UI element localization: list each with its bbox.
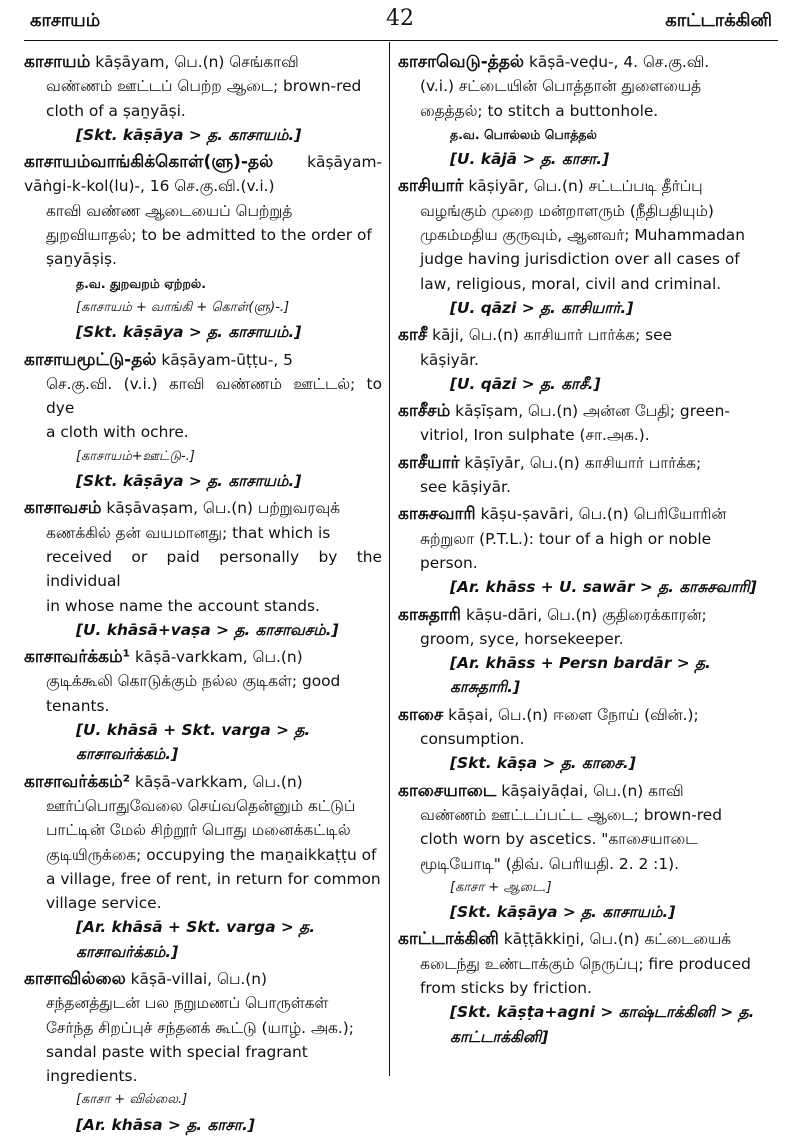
etymology: [U. khāsā+vaṣa > த. காசாவசம்.] (76, 620, 339, 639)
etymology: [Skt. kāṣāya > த. காசாயம்.] (450, 903, 676, 922)
etymology-continued: காட்டாக்கினி] (450, 1027, 549, 1046)
headword: காட்டாக்கினி (398, 929, 499, 950)
definition-line: groom, syce, horsekeeper. (420, 629, 624, 648)
entry-first-line (24, 150, 382, 199)
definition-line: from sticks by friction. (420, 978, 592, 997)
headword: காசாயம் (24, 52, 91, 72)
definition-line: tenants. (46, 696, 110, 715)
definition-text: kāṣai, பெ.(n) ஈளை நோய் (வின்.); (448, 705, 699, 724)
entry-first-line (398, 399, 770, 423)
definition-line: vitriol, Iron sulphate (சா.அக.). (420, 426, 650, 445)
definition-line: கடைந்து உண்டாக்கும் நெருப்பு; fire produced (420, 954, 751, 973)
entry-first-line (24, 645, 382, 669)
dictionary-entry (24, 770, 382, 964)
tamil-equivalent: த.வ. பொல்லம் பொத்தல் (450, 126, 597, 142)
definition-text: kāṣu-dāri, பெ.(n) குதிரைக்காரன்; (465, 605, 707, 624)
headword: காசீயார் (398, 452, 460, 473)
definition-line: வண்ணம் ஊட்டப்பட்ட ஆடை; brown-red (420, 805, 722, 824)
etymology: [Skt. kāṣāya > த. காசாயம்.] (76, 472, 302, 491)
headword: காசாவர்க்கம்¹ (24, 647, 131, 668)
dictionary-entry (24, 496, 382, 642)
headword: காசுதாரி (398, 604, 462, 625)
dictionary-entry (24, 348, 382, 494)
definition-line: kāṣiyār. (420, 350, 479, 369)
entry-first-line (398, 174, 770, 198)
etymology: [Ar. khāss + Persn bardār > த. காசுதாரி.] (450, 654, 711, 697)
entry-first-line (24, 967, 382, 991)
definition-text: kāṣāvaṣam, பெ.(n) பற்றுவரவுக் (106, 499, 340, 518)
definition-line: a cloth with ochre. (46, 423, 189, 442)
etymology: [Skt. kāṣāya > த. காசாயம்.] (76, 125, 302, 144)
headword: காசாயமூட்டு-தல் (24, 349, 157, 370)
dictionary-entry (398, 703, 770, 776)
definition-line: குடியிருக்கை; occupying the maṉaikkaṭṭu of (46, 845, 377, 864)
definition-line: cloth of a ṣaṉyāṣi. (46, 101, 186, 120)
etymology: [Skt. kāṣṭa+agni > காஷ்டாக்கினி > த. (450, 1003, 755, 1022)
etymology: [U. kājā > த. காசா.] (450, 150, 610, 169)
definition-text: kāṣā-villai, பெ.(n) (130, 969, 268, 988)
definition-line: person. (420, 553, 478, 572)
dictionary-entry (398, 174, 770, 320)
dictionary-entry (398, 603, 770, 700)
definition-text: kāṣā-varkkam, பெ.(n) (134, 772, 303, 791)
definition-line: சந்தனத்துடன் பல நறுமணப் பொருள்கள் (46, 994, 329, 1013)
definition-line: வண்ணம் ஊட்டப் பெற்ற ஆடை; brown-red (46, 77, 362, 96)
definition-line: தைத்தல்; to stitch a buttonhole. (420, 101, 659, 120)
dictionary-entry (398, 779, 770, 925)
headword: காசாவெடு-த்தல் (398, 52, 525, 72)
etymology: [U. qāzi > த. காசீ.] (450, 374, 601, 393)
page-header (0, 0, 800, 40)
definition-text: kāṣiyār, பெ.(n) சட்டப்படி தீர்ப்பு (468, 177, 703, 196)
definition-line: in whose name the account stands. (46, 596, 320, 615)
etymology: [U. qāzi > த. காசியார்.] (450, 298, 634, 317)
entry-first-line (398, 703, 770, 727)
etymology: [Skt. kāṣāya > த. காசாயம்.] (76, 323, 302, 342)
definition-line: வழங்கும் முறை மன்றாளரும் (நீதிபதியும்) (420, 201, 714, 220)
definition-line: குடிக்கூலி கொடுக்கும் நல்ல குடிகள்; good (46, 672, 341, 691)
dictionary-entry (24, 50, 382, 147)
definition-text: kāṣāyam, பெ.(n) செங்காவி (95, 53, 299, 71)
header-rule (24, 40, 778, 41)
definition-line: cloth worn by ascetics. "காசையாடை (420, 830, 698, 849)
header-right-guideword: காட்டாக்கினி (665, 10, 772, 31)
definition-line: துறவியாதல்; to be admitted to the order of (46, 226, 372, 245)
definition-line: பாட்டின் மேல் சிற்றூர் பொது மனைக்கட்டில் (46, 821, 351, 840)
entry-first-line (398, 502, 770, 526)
definition-line: கணக்கில் தன் வயமானது; that which is (46, 523, 331, 542)
dictionary-entry (398, 323, 770, 396)
tamil-equivalent: த.வ. துறவறம் ஏற்றல். (76, 275, 207, 291)
dictionary-entry (398, 50, 770, 171)
definition-line: judge having jurisdiction over all cases of (420, 250, 740, 269)
definition-text: kāji, பெ.(n) காசியார் பார்க்க; see (432, 326, 673, 345)
entry-first-line (24, 50, 382, 74)
etymology: [Skt. kāṣa > த. காசை.] (450, 754, 636, 773)
definition-text: kāṣāyam-ūṭṭu-, 5 (161, 350, 293, 369)
etymology: [Ar. khāss + U. sawār > த. காசுசவாரி] (450, 578, 757, 597)
derivation-note: [காசாயம்+ஊட்டு-.] (76, 448, 195, 464)
derivation-note: [காசாயம் + வாங்கி + கொள்(ளு)-.] (76, 299, 290, 315)
etymology: [Ar. khāsā + Skt. varga > த. காசாவர்க்கம்.] (76, 918, 316, 961)
entry-first-line (398, 603, 770, 627)
left-column (24, 50, 382, 1140)
derivation-note: [காசா + ஆடை.] (450, 879, 552, 895)
definition-line: a village, free of rent, in return for common (46, 869, 381, 888)
derivation-note: [காசா + வில்லை.] (76, 1092, 188, 1108)
definition-line: மூடியோடி" (திவ். பெரியதி. 2. 2 :1). (420, 854, 680, 873)
headword: காசாயம்வாங்கிக்கொள்(ளு)-தல் (24, 152, 274, 173)
headword: காசீ (398, 325, 428, 346)
headword: காசுசவாரி (398, 504, 476, 525)
header-left-guideword: காசாயம் (30, 10, 101, 31)
dictionary-entry (24, 967, 382, 1137)
dictionary-entry (24, 150, 382, 344)
entry-first-line (398, 323, 770, 347)
definition-text: kāṣīyār, பெ.(n) காசியார் பார்க்க; (464, 453, 702, 472)
dictionary-entry (398, 451, 770, 500)
definition-text: kāṣāyam-vāṅgi-k-kol(lu)-, 16 செ.கு.வி.(v.i.) (24, 153, 382, 196)
dictionary-entry (398, 399, 770, 448)
headword: காசீசம் (398, 401, 451, 422)
entry-first-line (24, 770, 382, 794)
etymology: [U. khāsā + Skt. varga > த. காசாவர்க்கம்.] (76, 721, 311, 764)
page-number: 42 (386, 6, 414, 31)
etymology: [Ar. khāsa > த. காசா.] (76, 1115, 255, 1134)
definition-line: ஊர்ப்பொதுவேலை செய்வதென்னும் கட்டுப் (46, 796, 356, 815)
entry-first-line (24, 348, 382, 372)
definition-line: காவி வண்ண ஆடையைப் பெற்றுத் (46, 201, 293, 220)
entry-first-line (398, 927, 770, 951)
entry-first-line (398, 50, 770, 74)
entry-first-line (398, 779, 770, 803)
definition-text: kāṣā-veḍu-, 4. செ.கு.வி. (528, 53, 710, 71)
definition-text: kāṭṭākkiṉi, பெ.(n) கட்டையைக் (503, 930, 732, 949)
definition-line: law, religious, moral, civil and criminal. (420, 274, 722, 293)
definition-line: முகம்மதிய குருவும், ஆனவர்; Muhammadan (420, 226, 745, 245)
entry-first-line (398, 451, 770, 475)
headword: காசை (398, 704, 444, 725)
headword: காசையாடை (398, 780, 497, 801)
definition-line: சுற்றுலா (P.T.L.): tour of a high or noble (420, 529, 712, 548)
definition-line: ingredients. (46, 1067, 138, 1086)
definition-line: sandal paste with special fragrant (46, 1042, 308, 1061)
definition-line: சேர்ந்த சிறப்புச் சந்தனக் கூட்டு (யாழ். அக.); (46, 1018, 354, 1037)
definition-line: see kāṣiyār. (420, 478, 511, 497)
definition-text: kāṣu-ṣavāri, பெ.(n) பெரியோரின் (480, 505, 727, 524)
headword: காசாவில்லை (24, 968, 126, 989)
definition-text: kāṣā-varkkam, பெ.(n) (134, 648, 303, 667)
definition-line: received or paid personally by the individual (46, 547, 382, 591)
right-column (398, 50, 770, 1052)
definition-line: (v.i.) சட்டையின் பொத்தான் துளையைத் (420, 77, 702, 96)
definition-line: village service. (46, 894, 162, 913)
headword: காசாவசம் (24, 498, 102, 519)
definition-text: kāṣaiyāḍai, பெ.(n) காவி (501, 781, 684, 800)
headword: காசாவர்க்கம்² (24, 771, 131, 792)
dictionary-entry (398, 927, 770, 1048)
definition-line: ṣaṉyāṣiṣ. (46, 250, 117, 269)
column-divider (389, 42, 390, 1076)
dictionary-entry (398, 502, 770, 599)
entry-first-line (24, 496, 382, 520)
headword: காசியார் (398, 176, 464, 197)
dictionary-entry (24, 645, 382, 766)
definition-line: செ.கு.வி. (v.i.) காவி வண்ணம் ஊட்டல்; to dye (46, 374, 382, 418)
definition-text: kāṣīṣam, பெ.(n) அன்ன பேதி; green- (455, 402, 730, 421)
definition-line: consumption. (420, 730, 525, 749)
